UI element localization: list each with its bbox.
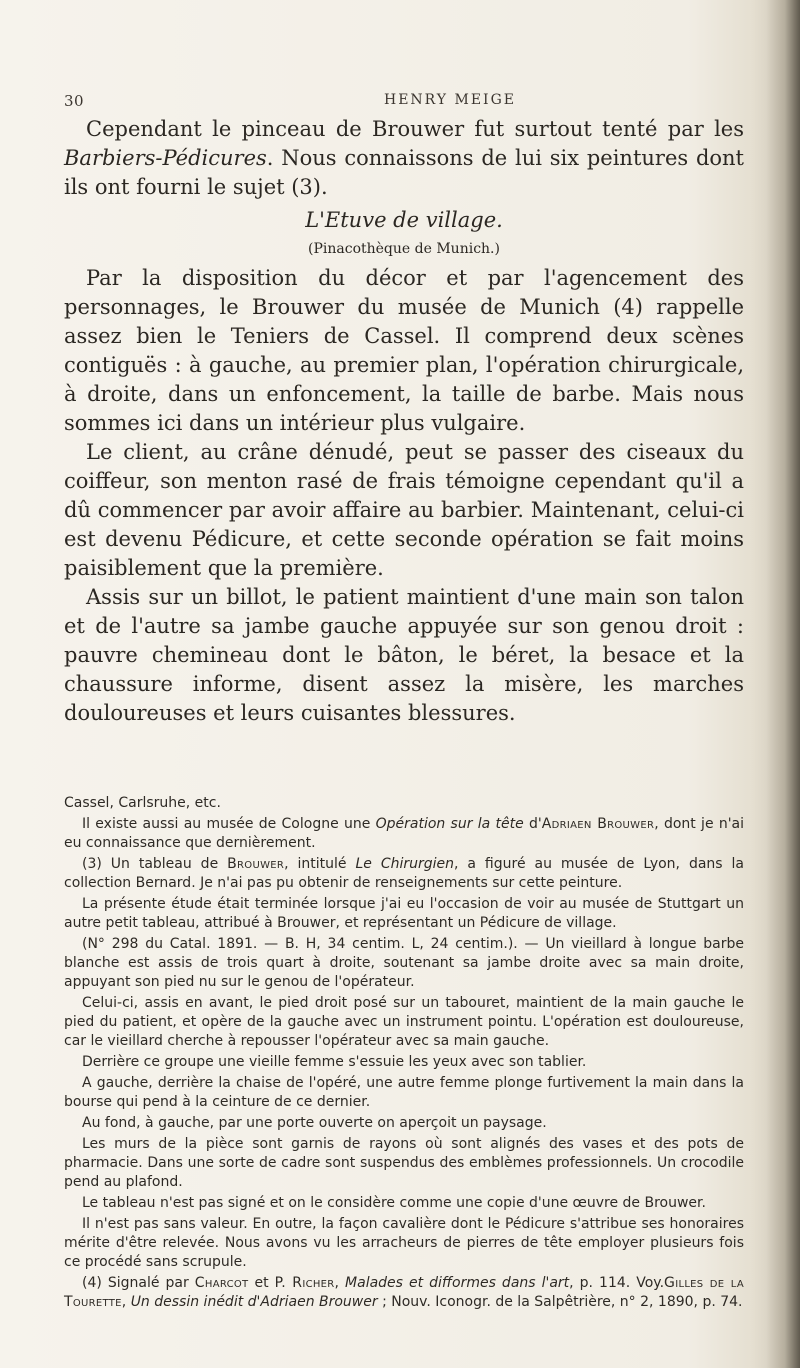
footnote-cologne-text-b: d' bbox=[523, 816, 542, 832]
footnote-continuation: Cassel, Carlsruhe, etc. bbox=[64, 795, 221, 811]
paragraph-1-italic-term: Barbiers-Pédicures bbox=[64, 146, 267, 170]
paragraph-1 bbox=[64, 115, 744, 202]
footnote-3-stuttgart: La présente étude était terminée lorsque j'ai eu l'occasion de voir au musée de Stuttgart un autre petit tableau, attribué à Brouwer, et représentant un Pédicure de village. bbox=[64, 896, 744, 931]
paragraph-3: Le client, au crâne dénudé, peut se passer des ciseaux du coiffeur, son menton rasé de frais témoigne cependant qu'il a dû commencer par avoir affaire au barbier. Maintenant, celui-ci est devenu Pédicure, et cette seconde opération se fait moins paisiblement que la première. bbox=[64, 440, 744, 580]
paragraph-2: Par la disposition du décor et par l'agencement des personnages, le Brouwer du musée de Munich (4) rappelle assez bien le Teniers de Cassel. Il comprend deux scènes contiguës : à gauche, au premier plan, l'opération chirurgicale, à droite, dans un enfoncement, la taille de barbe. Mais nous sommes ici dans un intérieur plus vulgaire. bbox=[64, 266, 744, 435]
footnote-cologne-author: Adriaen Brouwer bbox=[541, 816, 655, 832]
footnote-3-walls: Les murs de la pièce sont garnis de rayons où sont alignés des vases et des pots de pharmacie. Dans une sorte de cadre sont suspendus des emblèmes professionnels. Un crocodile pend au plafond. bbox=[64, 1136, 744, 1190]
footnote-3-text-b: , intitulé bbox=[284, 856, 356, 872]
artwork-title: L'Etuve de village. bbox=[305, 208, 503, 232]
footnote-4-text-f: ; Nouv. Iconogr. de la Salpêtrière, n° 2, 1890, p. 74. bbox=[377, 1294, 743, 1310]
footnote-cologne bbox=[64, 815, 744, 853]
footnote-3-background: Au fond, à gauche, par une porte ouverte on aperçoit un paysage. bbox=[82, 1115, 547, 1131]
footnote-4-text-a: (4) Signalé par bbox=[82, 1275, 195, 1291]
page-edge-shadow bbox=[766, 0, 800, 1368]
paragraph-1-text-a: Cependant le pinceau de Brouwer fut surtout tenté par les bbox=[86, 117, 744, 141]
running-head: HENRY MEIGE bbox=[384, 92, 516, 108]
footnote-cologne-text-c: , dont je n'ai eu connaissance que dernièrement. bbox=[64, 816, 745, 851]
footnote-3-purse: A gauche, derrière la chaise de l'opéré, une autre femme plonge furtivement la main dans la bourse qui pend à la ceinture de ce dernier. bbox=[64, 1075, 744, 1110]
footnotes bbox=[64, 794, 744, 1314]
footnote-3 bbox=[64, 855, 744, 893]
footnote-4-italic-title-1: Malades et difformes dans l'art bbox=[345, 1275, 570, 1291]
footnote-3-author: Brouwer bbox=[227, 856, 285, 872]
footnote-3-italic: Le Chirurgien bbox=[355, 856, 455, 872]
footnote-4 bbox=[64, 1274, 744, 1312]
footnote-3-value: Il n'est pas sans valeur. En outre, la façon cavalière dont le Pédicure s'attribue ses honoraires mérite d'être relevée. Nous avons vu les arracheurs de pierres de tête employer plusieurs fois ce procédé sans scrupule. bbox=[64, 1216, 744, 1270]
footnote-3-operator: Celui-ci, assis en avant, le pied droit posé sur un tabouret, maintient de la main gauche le pied du patient, et opère de la gauche avec un instrument pointu. L'opération est douloureuse, car le vieillard cherche à repousser l'opérateur avec sa main gauche. bbox=[64, 995, 744, 1049]
footnote-3-text-a: (3) Un tableau de bbox=[82, 856, 228, 872]
footnote-cologne-italic: Opération sur la tête bbox=[375, 816, 524, 832]
main-text bbox=[64, 115, 744, 728]
footnote-4-author-richer: P. Richer bbox=[274, 1275, 335, 1291]
footnote-4-text-b: et bbox=[248, 1275, 275, 1291]
footnote-4-text-d: , p. 114. Voy. bbox=[569, 1275, 665, 1291]
footnote-4-author-charcot: Charcot bbox=[194, 1275, 249, 1291]
footnote-4-italic-title-2: Un dessin inédit d'Adriaen Brouwer bbox=[130, 1294, 378, 1310]
paragraph-4: Assis sur un billot, le patient maintient d'une main son talon et de l'autre sa jambe gauche appuyée sur son genou droit : pauvre chemineau dont le bâton, le béret, la besace et la chaussure informe, disent assez la misère, les marches douloureuses et leurs cuisantes blessures. bbox=[64, 585, 744, 725]
footnote-4-author-gilles: Gilles de la Tourette bbox=[64, 1275, 744, 1310]
artwork-location: (Pinacothèque de Munich.) bbox=[308, 241, 500, 257]
footnote-4-text-e: , bbox=[121, 1294, 131, 1310]
footnote-3-unsigned: Le tableau n'est pas signé et on le considère comme une copie d'une œuvre de Brouwer. bbox=[82, 1195, 706, 1211]
footnote-3-catalogue: (N° 298 du Catal. 1891. — B. H, 34 centim. L, 24 centim.). — Un vieillard à longue barbe blanche est assis de trois quart à droite, soutenant sa jambe droite avec sa main droite, appuyant son pied nu sur le genou de l'opérateur. bbox=[64, 936, 744, 990]
footnote-4-text-c: , bbox=[334, 1275, 346, 1291]
footnote-3-old-woman: Derrière ce groupe une vieille femme s'essuie les yeux avec son tablier. bbox=[82, 1054, 587, 1070]
page-number: 30 bbox=[64, 92, 85, 110]
footnote-cologne-text-a: Il existe aussi au musée de Cologne une bbox=[82, 816, 376, 832]
footnote-3-text-c: , a figuré au musée de Lyon, dans la collection Bernard. Je n'ai pas pu obtenir de renseignements sur cette peinture. bbox=[64, 856, 744, 891]
paragraph-1-text-b: . Nous connaissons de lui six peintures dont ils ont fourni le sujet (3). bbox=[64, 146, 744, 199]
